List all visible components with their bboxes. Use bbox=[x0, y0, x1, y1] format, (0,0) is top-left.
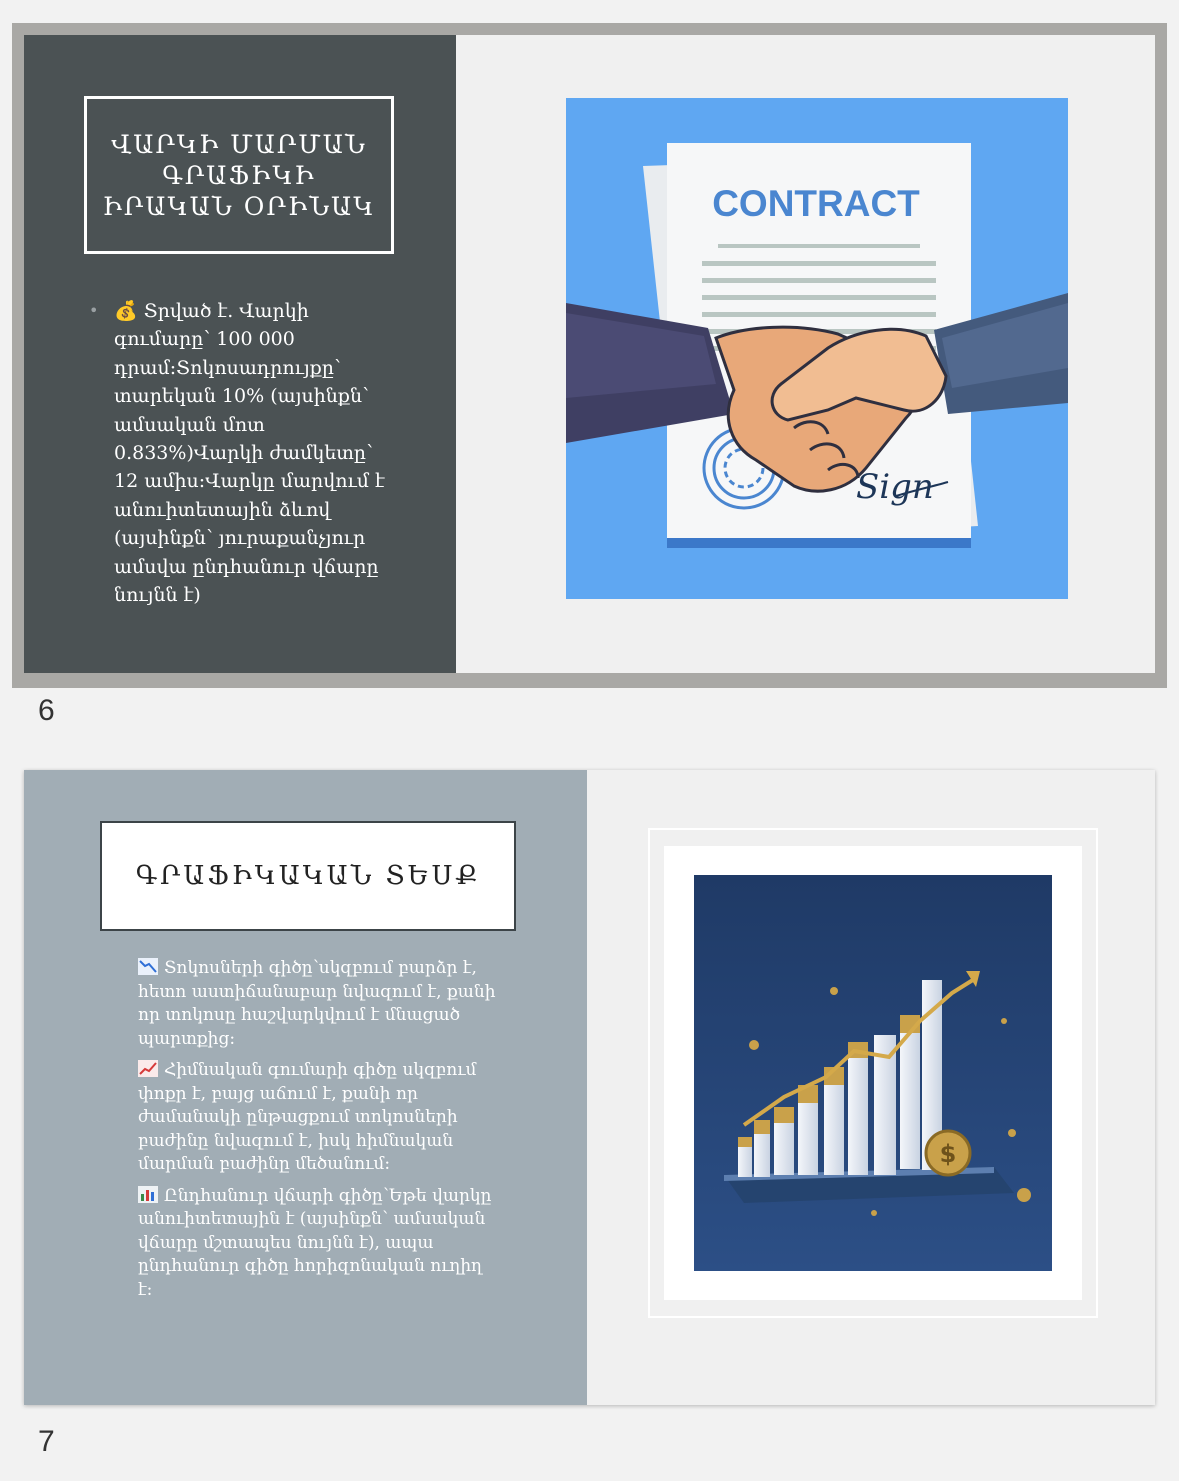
picture-mat bbox=[664, 846, 1082, 1300]
bullet-paragraph-total bbox=[138, 1185, 498, 1303]
bullet-text-total: Ընդհանուր վճարի գիծը՝Եթե վարկը անուիտետային է (այսինքն՝ ամսական վճարը մշտապես նույնն է), ապա ընդհանուր գիծը հորիզոնական ուղիղ է։ bbox=[138, 1185, 492, 1300]
bullet-paragraph-principal bbox=[138, 1059, 498, 1177]
bullet-text-principal: Հիմնական գումարի գիծը սկզբում փոքր է, բայց աճում է, քանի որ ժամանակի ընթացքում տոկոսների բաժինը նվազում է, իսկ հիմնական մարման բաժինը մեծանում։ bbox=[138, 1060, 477, 1174]
bullet-text-interest: Տոկոսների գիծը՝սկզբում բարձր է, հետո աստիճանաբար նվազում է, քանի որ տոկոսը հաշվարկվում է մնացած պարտքից։ bbox=[138, 958, 496, 1049]
slide-6-text-panel bbox=[24, 35, 456, 673]
slide-6-frame[interactable] bbox=[12, 23, 1167, 688]
slide-6-title: ՎԱՐԿԻ ՄԱՐՄԱՆ ԳՐԱՖԻԿԻ ԻՐԱԿԱՆ ՕՐԻՆԱԿ bbox=[84, 96, 394, 254]
contract-title-text: CONTRACT bbox=[712, 183, 920, 224]
bar-chart-icon bbox=[138, 1186, 158, 1203]
slide-7[interactable] bbox=[24, 770, 1155, 1405]
contract-handshake-icon bbox=[566, 98, 1068, 599]
contract-handshake-illustration bbox=[566, 98, 1068, 599]
signature-text: Sign bbox=[856, 467, 934, 507]
slide-6 bbox=[24, 35, 1155, 673]
coin-symbol: $ bbox=[939, 1140, 957, 1168]
picture-frame bbox=[648, 828, 1098, 1318]
slide-7-text-panel bbox=[24, 770, 587, 1405]
bullet-dot-icon: • bbox=[89, 301, 99, 320]
growth-bar-chart-illustration bbox=[694, 875, 1052, 1271]
slide-6-number: 6 bbox=[38, 694, 55, 727]
bullet-paragraph-interest bbox=[138, 957, 498, 1051]
slide-6-bullet-text: 💰 Տրված է. Վարկի գումարը՝ 100 000 դրամ։Տոկոսադրույքը՝ տարեկան 10% (այսինքն՝ ամսական մոտ 0.833%)Վարկի ժամկետը՝ 12 ամիս։Վարկը մարվում է անուիտետային ձևով (այսինքն՝ յուրաքանչյուր ամսվա ընդհանուր վճարը նույնն է) bbox=[114, 300, 385, 607]
chart-decreasing-icon bbox=[138, 958, 158, 975]
slide-7-title: ԳՐԱՖԻԿԱԿԱՆ ՏԵՍՔ bbox=[100, 821, 516, 931]
slide-7-bullets bbox=[138, 957, 498, 1310]
slide-7-number: 7 bbox=[38, 1425, 55, 1458]
chart-increasing-icon bbox=[138, 1060, 158, 1077]
growth-chart-icon bbox=[694, 875, 1052, 1271]
slide-6-bullet bbox=[89, 297, 392, 609]
